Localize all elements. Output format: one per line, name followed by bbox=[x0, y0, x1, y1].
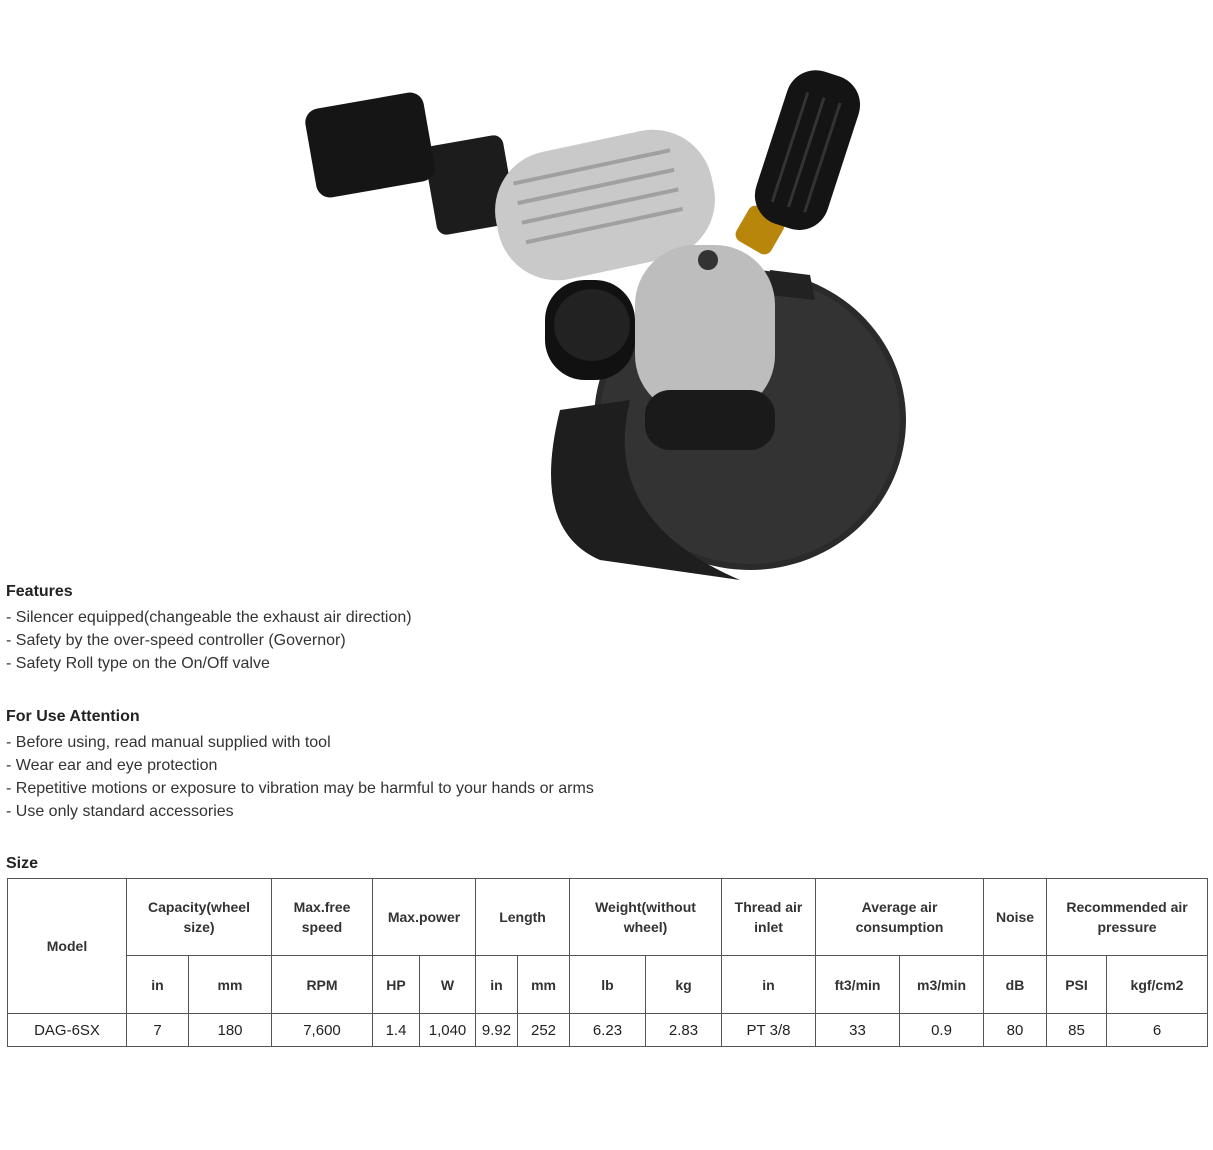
unit-cell: in bbox=[127, 956, 189, 1014]
unit-cell: m3/min bbox=[900, 956, 984, 1014]
header-model: Model bbox=[8, 879, 127, 1014]
unit-cell: ft3/min bbox=[816, 956, 900, 1014]
table-cell: 7,600 bbox=[272, 1014, 373, 1047]
unit-cell: in bbox=[476, 956, 518, 1014]
header-air-consumption: Average air consumption bbox=[816, 879, 984, 956]
unit-cell: PSI bbox=[1047, 956, 1107, 1014]
header-row bbox=[8, 879, 1208, 956]
unit-cell: mm bbox=[518, 956, 570, 1014]
use-attention-section bbox=[6, 707, 594, 823]
table-cell: 1,040 bbox=[420, 1014, 476, 1047]
table-cell: 0.9 bbox=[900, 1014, 984, 1047]
unit-cell: dB bbox=[984, 956, 1047, 1014]
header-pressure: Recommended air pressure bbox=[1047, 879, 1208, 956]
table-cell: 85 bbox=[1047, 1014, 1107, 1047]
table-cell: 80 bbox=[984, 1014, 1047, 1047]
feature-item: - Silencer equipped(changeable the exhaust air direction) bbox=[6, 609, 412, 626]
header-capacity: Capacity(wheel size) bbox=[127, 879, 272, 956]
attention-item: - Wear ear and eye protection bbox=[6, 757, 218, 774]
table-cell: 9.92 bbox=[476, 1014, 518, 1047]
table-cell: 33 bbox=[816, 1014, 900, 1047]
attention-item: - Before using, read manual supplied with tool bbox=[6, 734, 331, 751]
features-section bbox=[6, 582, 412, 675]
units-row bbox=[8, 956, 1208, 1014]
header-max-power: Max.power bbox=[373, 879, 476, 956]
feature-item: - Safety by the over-speed controller (Governor) bbox=[6, 632, 346, 649]
attention-item: - Repetitive motions or exposure to vibration may be harmful to your hands or arms bbox=[6, 780, 594, 797]
unit-cell: kg bbox=[646, 956, 722, 1014]
feature-item: - Safety Roll type on the On/Off valve bbox=[6, 655, 270, 672]
header-noise: Noise bbox=[984, 879, 1047, 956]
header-max-free-speed: Max.free speed bbox=[272, 879, 373, 956]
table-cell: 252 bbox=[518, 1014, 570, 1047]
table-cell: 7 bbox=[127, 1014, 189, 1047]
size-title: Size bbox=[6, 855, 39, 872]
unit-cell: mm bbox=[189, 956, 272, 1014]
size-spec-table bbox=[7, 878, 1208, 1047]
unit-cell: RPM bbox=[272, 956, 373, 1014]
table-cell: 6.23 bbox=[570, 1014, 646, 1047]
unit-cell: lb bbox=[570, 956, 646, 1014]
header-thread: Thread air inlet bbox=[722, 879, 816, 956]
table-cell: PT 3/8 bbox=[722, 1014, 816, 1047]
table-cell: 6 bbox=[1107, 1014, 1208, 1047]
header-length: Length bbox=[476, 879, 570, 956]
unit-cell: kgf/cm2 bbox=[1107, 956, 1208, 1014]
unit-cell: W bbox=[420, 956, 476, 1014]
cell-model: DAG-6SX bbox=[8, 1014, 127, 1047]
unit-cell: HP bbox=[373, 956, 420, 1014]
features-title: Features bbox=[6, 583, 73, 600]
air-angle-grinder-image bbox=[300, 60, 910, 580]
header-weight: Weight(without wheel) bbox=[570, 879, 722, 956]
table-cell: 180 bbox=[189, 1014, 272, 1047]
unit-cell: in bbox=[722, 956, 816, 1014]
table-cell: 1.4 bbox=[373, 1014, 420, 1047]
table-row bbox=[8, 1014, 1208, 1047]
attention-title: For Use Attention bbox=[6, 708, 140, 725]
attention-item: - Use only standard accessories bbox=[6, 803, 234, 820]
table-cell: 2.83 bbox=[646, 1014, 722, 1047]
